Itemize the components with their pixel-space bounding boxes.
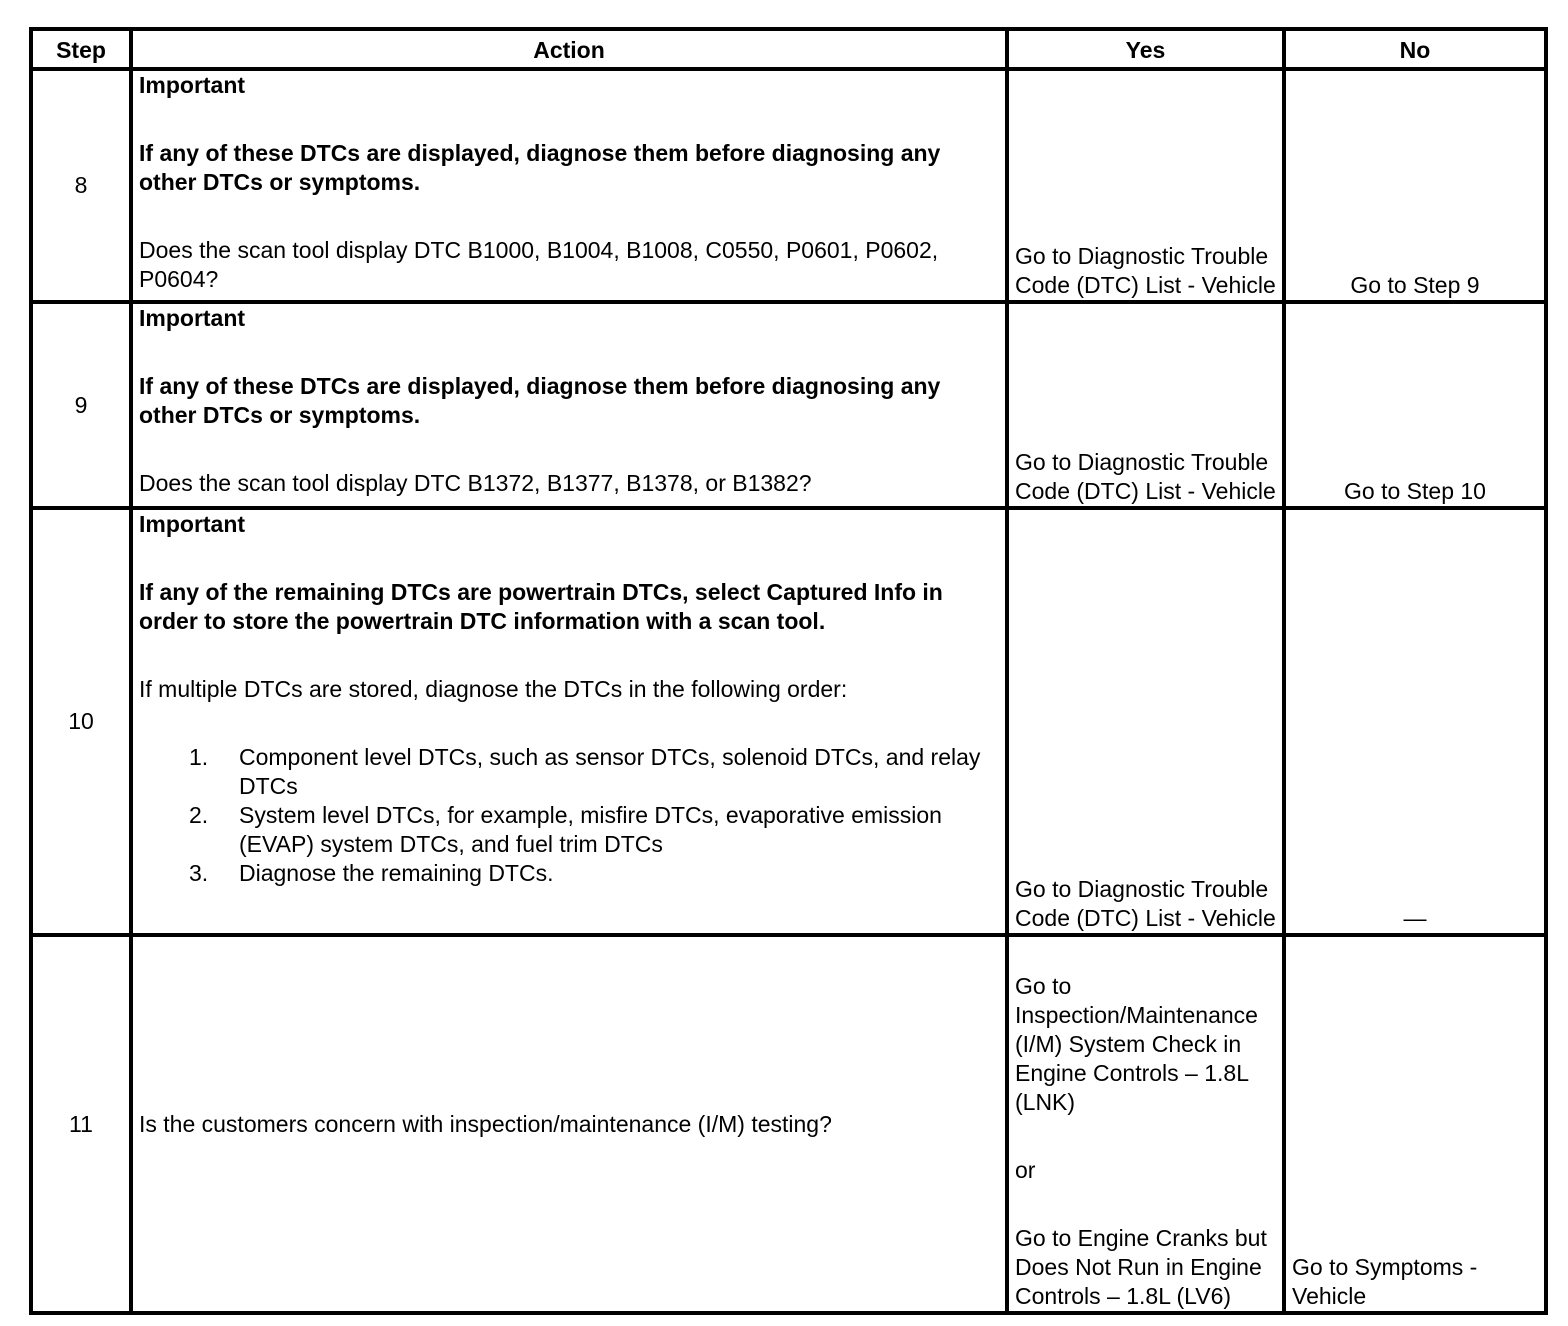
yes-cell[interactable]: Go to Diagnostic Trouble Code (DTC) List - Vehicle — [1007, 302, 1284, 508]
important-notice: If any of these DTCs are displayed, diagnose them before diagnosing any other DTCs or symptoms. — [139, 373, 941, 428]
action-question: Does the scan tool display DTC B1000, B1004, B1008, C0550, P0601, P0602, P0604? — [139, 237, 939, 292]
action-question: Does the scan tool display DTC B1372, B1377, B1378, or B1382? — [139, 470, 812, 496]
header-action: Action — [131, 29, 1007, 69]
table-row — [31, 935, 1546, 1313]
table-row — [31, 69, 1546, 302]
table-row — [31, 302, 1546, 508]
yes-or: or — [1015, 1157, 1036, 1183]
no-cell[interactable]: Go to Step 10 — [1284, 302, 1546, 508]
step-number: 11 — [31, 935, 131, 1313]
list-item — [139, 743, 999, 801]
yes-cell[interactable]: Go to Diagnostic Trouble Code (DTC) List - Vehicle — [1007, 69, 1284, 302]
action-cell — [131, 69, 1007, 302]
step-number: 8 — [31, 69, 131, 302]
important-label: Important — [139, 511, 246, 537]
yes-option-cranks-no-run[interactable]: Go to Engine Cranks but Does Not Run in Engine Controls – 1.8L (LV6) — [1015, 1225, 1267, 1309]
no-cell[interactable]: Go to Step 9 — [1284, 69, 1546, 302]
step-number: 9 — [31, 302, 131, 508]
action-question: Is the customers concern with inspection/maintenance (I/M) testing? — [131, 935, 1007, 1313]
list-number: 3. — [189, 860, 209, 886]
list-item — [139, 801, 999, 859]
table-row — [31, 508, 1546, 935]
no-cell: — — [1284, 508, 1546, 935]
header-yes: Yes — [1007, 29, 1284, 69]
step-number: 10 — [31, 508, 131, 935]
list-number: 1. — [189, 744, 209, 770]
no-cell[interactable]: Go to Symptoms - Vehicle — [1284, 935, 1546, 1313]
list-text: Diagnose the remaining DTCs. — [239, 860, 554, 886]
important-label: Important — [139, 72, 246, 98]
header-step: Step — [31, 29, 131, 69]
yes-cell — [1007, 935, 1284, 1313]
diagnostic-table — [29, 27, 1548, 1315]
list-item — [139, 859, 999, 888]
yes-cell[interactable]: Go to Diagnostic Trouble Code (DTC) List - Vehicle — [1007, 508, 1284, 935]
action-cell — [131, 508, 1007, 935]
header-no: No — [1284, 29, 1546, 69]
action-cell — [131, 302, 1007, 508]
important-label: Important — [139, 305, 246, 331]
list-number: 2. — [189, 802, 209, 828]
list-text: System level DTCs, for example, misfire DTCs, evaporative emission (EVAP) system DTCs, and fuel trim DTCs — [239, 802, 942, 857]
important-notice: If any of these DTCs are displayed, diagnose them before diagnosing any other DTCs or symptoms. — [139, 140, 941, 195]
list-text: Component level DTCs, such as sensor DTCs, solenoid DTCs, and relay DTCs — [239, 744, 981, 799]
important-notice: If any of the remaining DTCs are powertrain DTCs, select Captured Info in order to store the powertrain DTC information with a scan tool. — [139, 579, 943, 634]
yes-option-im-check[interactable]: Go to Inspection/Maintenance (I/M) System Check in Engine Controls – 1.8L (LNK) — [1015, 973, 1258, 1115]
diagnose-order-list — [139, 743, 999, 888]
header-row — [31, 29, 1546, 69]
action-intro: If multiple DTCs are stored, diagnose the DTCs in the following order: — [139, 676, 848, 702]
